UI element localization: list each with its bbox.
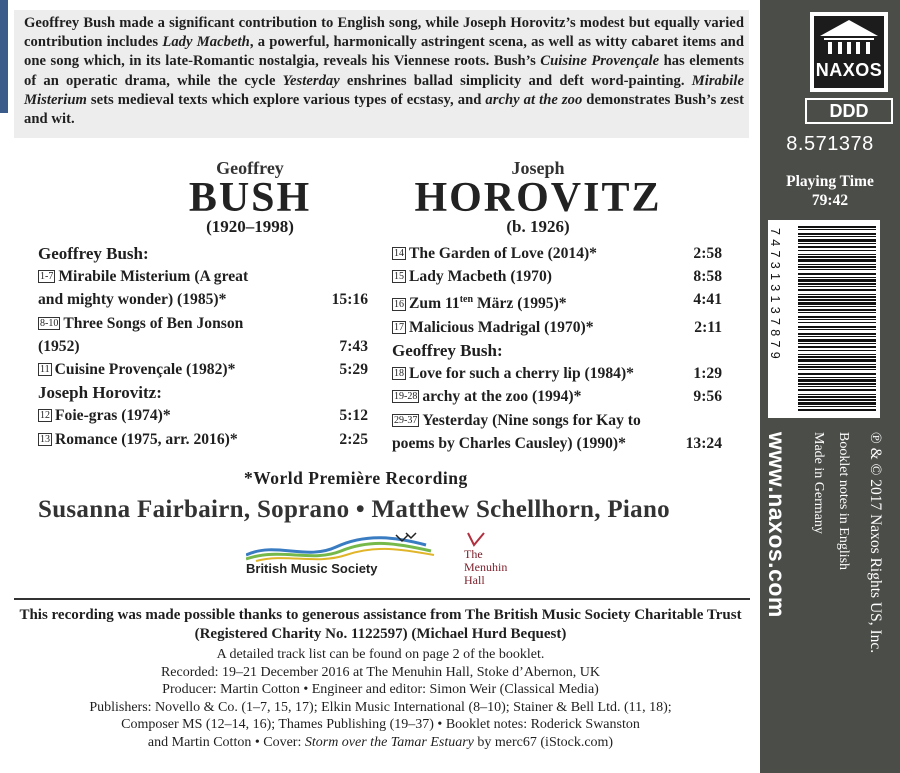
barcode-bar xyxy=(798,322,876,323)
barcode-bar xyxy=(798,306,876,307)
track-row: 11 Cuisine Provençale (1982)* 5:29 xyxy=(38,358,368,381)
barcode-bar xyxy=(798,296,876,298)
british-music-society-logo: British Music Society xyxy=(246,531,436,587)
sponsor-logos xyxy=(246,531,528,589)
menuhin-hall-logo: The Menuhin Hall xyxy=(464,531,524,587)
composer-last-name: HOROVITZ xyxy=(414,175,662,221)
barcode-bar xyxy=(798,377,876,378)
barcode-bar xyxy=(798,266,876,268)
track-duration: 9:56 xyxy=(693,388,722,406)
barcode-bar xyxy=(798,229,876,230)
track-row: and mighty wonder) (1985)* 15:16 xyxy=(38,288,368,311)
track-duration: 1:29 xyxy=(693,365,722,383)
barcode-bar xyxy=(798,246,876,248)
track-number: 12 xyxy=(40,410,50,422)
barcode-bar xyxy=(798,289,876,291)
track-number: 16 xyxy=(394,298,404,310)
barcode-bar xyxy=(798,394,876,395)
sponsor-acknowledgement: This recording was made possible thanks to generous assistance from The British Music Society Charitable Trust (Registered Charity No. 1122597) (Michael Hurd Bequest) xyxy=(19,607,742,642)
performers: Susanna Fairbairn, Soprano • Matthew Schellhorn, Piano xyxy=(38,496,670,523)
barcode-bar xyxy=(798,333,876,335)
barcode-bar xyxy=(798,366,876,368)
barcode-bar xyxy=(798,299,876,301)
barcode-bar xyxy=(798,277,876,278)
composer-dates: (b. 1926) xyxy=(506,217,570,236)
barcode xyxy=(768,220,880,418)
menuhin-hall-icon xyxy=(464,531,488,547)
barcode-bar xyxy=(798,236,876,237)
spine-sidebar xyxy=(760,0,900,773)
barcode-bar xyxy=(798,369,876,370)
barcode-bar xyxy=(798,264,876,265)
track-duration: 2:58 xyxy=(693,245,722,262)
naxos-temple-icon xyxy=(814,16,884,56)
track-duration: 5:29 xyxy=(339,361,368,379)
track-row: 8-10 Three Songs of Ben Jonson xyxy=(40,314,244,332)
barcode-bar xyxy=(798,379,876,382)
track-duration: 2:25 xyxy=(339,430,368,448)
barcode-bar xyxy=(798,326,876,328)
composer-dates: (1920–1998) xyxy=(206,217,294,236)
track-duration: 5:12 xyxy=(339,407,368,425)
ddd-badge: DDD xyxy=(805,98,893,124)
barcode-bar xyxy=(798,254,876,255)
track-number: 1-7 xyxy=(40,271,54,283)
barcode-bar xyxy=(798,336,876,337)
track-row: 14 The Garden of Love (2014)* 2:58 xyxy=(392,242,722,265)
track-row: 19-28 archy at the zoo (1994)* 9:56 xyxy=(392,385,722,408)
barcode-bar xyxy=(798,294,876,295)
barcode-bars xyxy=(768,220,880,418)
playing-time: Playing Time 79:42 xyxy=(786,173,874,209)
track-row: (1952) 7:43 xyxy=(38,335,368,358)
naxos-logo: NAXOS xyxy=(810,12,888,92)
barcode-bar xyxy=(798,273,876,275)
barcode-bar xyxy=(798,373,876,375)
track-duration: 4:41 xyxy=(693,291,722,309)
copyright: ℗ & © 2017 Naxos Rights US, Inc. xyxy=(867,432,884,654)
track-row: 15 Lady Macbeth (1970) 8:58 xyxy=(392,265,722,288)
composer-first-name: Joseph xyxy=(511,158,565,178)
barcode-bar xyxy=(798,386,876,387)
barcode-bar xyxy=(798,383,876,385)
barcode-bar xyxy=(798,250,876,251)
barcode-bar xyxy=(798,302,876,305)
composer-last-name: BUSH xyxy=(188,175,312,221)
track-number: 18 xyxy=(394,368,404,380)
section-heading: Geoffrey Bush: xyxy=(392,341,503,360)
track-number: 17 xyxy=(394,321,404,333)
world-premiere-note: *World Première Recording xyxy=(244,468,468,488)
track-row: 13 Romance (1975, arr. 2016)* 2:25 xyxy=(38,428,368,451)
barcode-bar xyxy=(798,283,876,285)
barcode-digits: 747313137879 xyxy=(768,228,782,364)
barcode-bar xyxy=(798,309,876,311)
barcode-bar xyxy=(798,356,876,358)
barcode-bar xyxy=(798,316,876,318)
barcode-bar xyxy=(798,286,876,287)
barcode-bar xyxy=(798,399,876,401)
barcode-bar xyxy=(798,312,876,313)
barcode-bar xyxy=(798,343,876,344)
barcode-bar xyxy=(798,339,876,342)
track-row: 18 Love for such a cherry lip (1984)* 1:29 xyxy=(392,362,722,385)
website-link[interactable]: www.naxos.com xyxy=(764,432,790,618)
track-duration: 13:24 xyxy=(685,434,722,452)
barcode-bar xyxy=(798,364,876,365)
track-duration: 2:11 xyxy=(694,318,722,336)
track-row: 17 Malicious Madrigal (1970)* 2:11 xyxy=(392,316,722,339)
accent-bar xyxy=(0,0,8,113)
track-duration: 15:16 xyxy=(331,291,368,309)
barcode-bar xyxy=(798,354,876,355)
barcode-bar xyxy=(798,406,876,407)
track-row: 1-7 Mirabile Misterium (A great xyxy=(40,268,249,286)
barcode-bar xyxy=(798,350,876,351)
catalog-number: 8.571378 xyxy=(786,133,874,155)
composer-first-name: Geoffrey xyxy=(216,158,284,178)
barcode-bar xyxy=(798,256,876,258)
barcode-bar xyxy=(798,409,876,411)
barcode-bar xyxy=(798,346,876,348)
barcode-bar xyxy=(798,269,876,270)
barcode-bar xyxy=(798,329,876,330)
track-row: 29-37 Yesterday (Nine songs for Kay to xyxy=(394,411,641,429)
section-heading: Joseph Horovitz: xyxy=(38,383,162,403)
barcode-bar xyxy=(798,402,876,405)
booklet-language: Booklet notes in English xyxy=(836,432,851,571)
track-number: 13 xyxy=(40,433,50,445)
track-number: 19-28 xyxy=(394,391,418,403)
barcode-bar xyxy=(798,396,876,398)
track-duration: 7:43 xyxy=(339,337,368,355)
barcode-bar xyxy=(798,389,876,391)
track-row: 12 Foie-gras (1974)* 5:12 xyxy=(38,404,368,427)
track-duration: 8:58 xyxy=(693,268,722,286)
composer-horovitz xyxy=(408,158,668,237)
track-number: 15 xyxy=(394,271,404,283)
divider xyxy=(14,598,750,600)
barcode-bar xyxy=(798,259,876,262)
track-row: 16 Zum $11^{ten}$ März (1995)* 4:41 xyxy=(392,288,722,315)
barcode-bar xyxy=(798,243,876,244)
barcode-bar xyxy=(798,239,876,242)
barcode-bar xyxy=(798,359,876,362)
track-number: 8-10 xyxy=(40,317,59,329)
bms-wave-icon xyxy=(246,531,436,563)
composer-bush xyxy=(160,158,340,237)
section-heading: Geoffrey Bush: xyxy=(38,244,149,263)
intro-text: Geoffrey Bush made a significant contribution to English song, while Joseph Horovitz’s modest but equally varied contribution includes Lady Macbeth, a powerful, harmonically astringent scena, as well as witty cabaret items and one song which, in its late-Romantic nostalgia, reveals his Viennese roots. Bush’s Cuisine Provençale has elements of an operatic drama, while the cycle Yesterday enshrines ballad simplicity and deft word-painting. Mirabile Misterium sets medieval texts which explore various types of ecstasy, and archy at the zoo demonstrates Bush’s zest and wit. xyxy=(24,15,744,128)
track-row: poems by Charles Causley) (1990)* 13:24 xyxy=(392,432,722,455)
barcode-bar xyxy=(798,319,876,320)
made-in: Made in Germany xyxy=(811,432,826,534)
barcode-bar xyxy=(798,233,876,235)
barcode-bar xyxy=(798,226,876,228)
barcode-bar xyxy=(798,279,876,282)
track-list-left xyxy=(38,242,368,451)
track-number: 11 xyxy=(40,364,50,376)
track-list-right xyxy=(392,242,722,455)
production-credits: A detailed track list can be found on page 2 of the booklet. Recorded: 19–21 December 2016 at The Menuhin Hall, Stoke d’Abernon, UK Producer: Martin Cotton • Engineer and editor: Simon Weir (Classical Media) Publishers: Novello & Co. (1–7, 15, 17); Elkin Music International (8–10); Stainer & Bell Ltd. (11, 18); Composer MS (12–14, 16); Thames Publishing (19–37) • Booklet notes: Roderick Swanston and Martin Cotton • Cover: Storm over the Tamar Estuary by merc67 (iStock.com) xyxy=(89,647,672,750)
track-number: 29-37 xyxy=(394,414,418,426)
track-number: 14 xyxy=(394,248,404,259)
